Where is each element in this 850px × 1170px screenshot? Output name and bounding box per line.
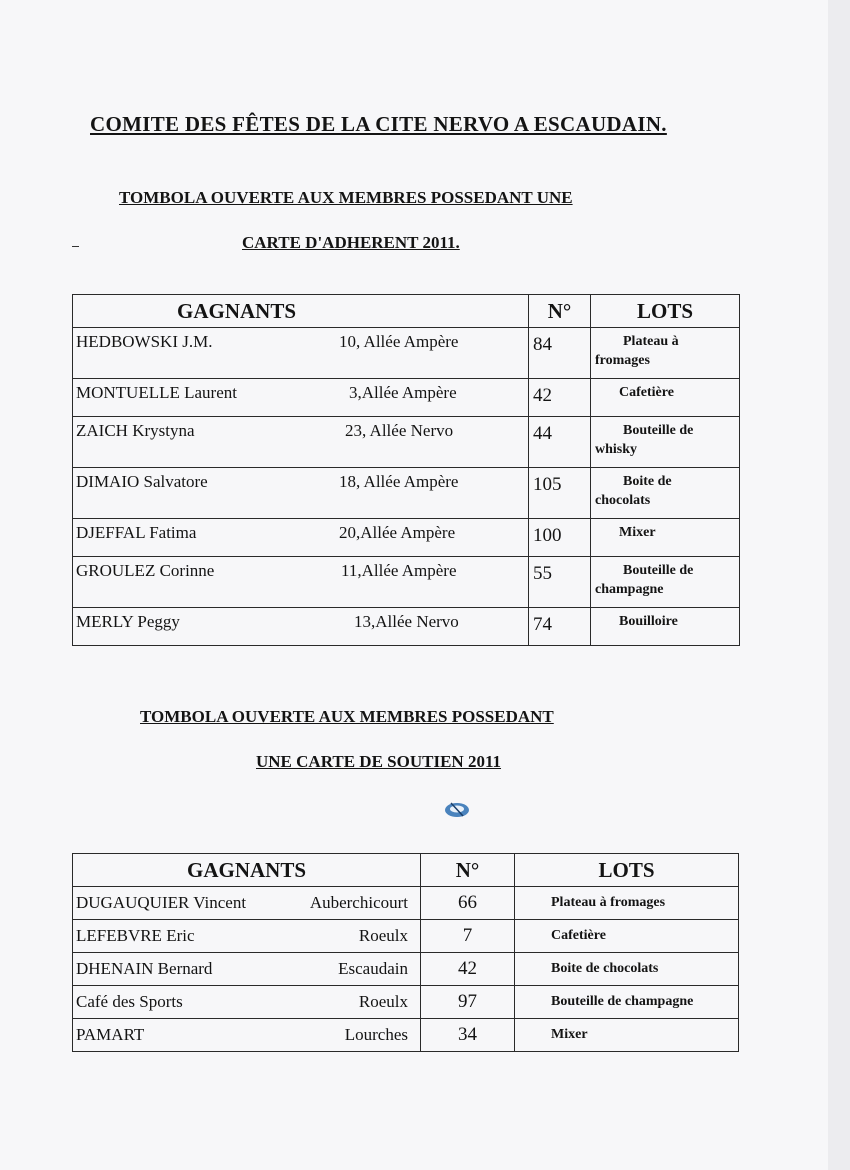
winner-name: ZAICH Krystyna [76, 421, 195, 440]
winner-name: MERLY Peggy [76, 612, 180, 631]
winner-name: DUGAUQUIER Vincent [76, 893, 247, 912]
winner-cell [73, 417, 529, 468]
table-row [73, 328, 740, 379]
ticket-number: 100 [529, 519, 591, 557]
winner-cell [73, 608, 529, 646]
winner-cell [73, 468, 529, 519]
winners-table-soutien [72, 853, 739, 1052]
prize-line1: Plateau à [623, 334, 679, 349]
winner-address: 13,Allée Nervo [354, 612, 459, 631]
table-row [73, 1019, 739, 1052]
winner-name: Café des Sports [76, 992, 183, 1011]
winner-name: LEFEBVRE Eric [76, 926, 195, 945]
winner-city: Roeulx [358, 992, 408, 1011]
winner-cell [73, 986, 421, 1019]
winner-address: 20,Allée Ampère [339, 523, 456, 542]
section2-heading-line1: TOMBOLA OUVERTE AUX MEMBRES POSSEDANT [140, 707, 554, 726]
table-row [73, 379, 740, 417]
winner-cell [73, 920, 421, 953]
winner-cell [73, 557, 529, 608]
prize-line1: Boite de [623, 474, 672, 489]
table-row [73, 417, 740, 468]
winner-name: MONTUELLE Laurent [76, 383, 237, 402]
winner-name: DIMAIO Salvatore [76, 472, 208, 491]
ticket-number: 34 [421, 1019, 515, 1052]
table-header-row [73, 295, 740, 328]
winner-name: HEDBOWSKI J.M. [76, 332, 213, 351]
table-row [73, 519, 740, 557]
ticket-number: 105 [529, 468, 591, 519]
ticket-number: 74 [529, 608, 591, 646]
winner-address: 23, Allée Nervo [345, 421, 454, 440]
ticket-number: 84 [529, 328, 591, 379]
header-prizes: LOTS [591, 295, 740, 328]
header-winners: GAGNANTS [73, 854, 421, 887]
ticket-number: 97 [421, 986, 515, 1019]
prize-cell: Boite de chocolats [515, 953, 739, 986]
table-row [73, 557, 740, 608]
prize-line1: Cafetière [619, 385, 674, 400]
table-row [73, 608, 740, 646]
table-row [73, 986, 739, 1019]
ticket-number: 7 [421, 920, 515, 953]
winner-city: Auberchicourt [309, 893, 408, 912]
winner-cell [73, 519, 529, 557]
prize-line1: Bouilloire [619, 614, 678, 629]
winner-address: 3,Allée Ampère [349, 383, 457, 402]
winner-name: DHENAIN Bernard [76, 959, 213, 978]
section2-heading-line2: UNE CARTE DE SOUTIEN 2011 [256, 752, 502, 771]
prize-line1: Bouteille de [623, 563, 694, 578]
table-row [73, 920, 739, 953]
winner-city: Roeulx [358, 926, 408, 945]
winner-city: Lourches [344, 1025, 408, 1044]
winner-address: 11,Allée Ampère [341, 561, 457, 580]
prize-cell: Bouteille de champagne [515, 986, 739, 1019]
ticket-number: 42 [529, 379, 591, 417]
ticket-number: 42 [421, 953, 515, 986]
prize-cell [591, 608, 740, 646]
prize-cell [591, 468, 740, 519]
prize-line2: champagne [595, 582, 664, 597]
winner-address: 18, Allée Ampère [339, 472, 459, 491]
winner-city: Escaudain [338, 959, 408, 978]
prize-cell: Plateau à fromages [515, 887, 739, 920]
document-title: COMITE DES FÊTES DE LA CITE NERVO A ESCAUDAIN. [90, 112, 667, 136]
winner-name: DJEFFAL Fatima [76, 523, 197, 542]
prize-cell [591, 379, 740, 417]
table-header-row [73, 854, 739, 887]
prize-cell [591, 519, 740, 557]
section1-heading-line2: CARTE D'ADHERENT 2011. [242, 233, 460, 252]
winner-cell [73, 887, 421, 920]
prize-line2: fromages [595, 353, 650, 368]
winner-cell [73, 328, 529, 379]
prize-line1: Bouteille de [623, 423, 694, 438]
table-row [73, 887, 739, 920]
stamp-icon [443, 798, 471, 820]
winner-address: 10, Allée Ampère [339, 332, 459, 351]
table-row [73, 953, 739, 986]
winners-table-adherent [72, 294, 740, 646]
prize-line2: chocolats [595, 493, 651, 508]
prize-cell [591, 417, 740, 468]
prize-line1: Mixer [619, 525, 656, 540]
winner-cell [73, 1019, 421, 1052]
winner-cell [73, 953, 421, 986]
header-winners: GAGNANTS [73, 295, 529, 328]
ticket-number: 44 [529, 417, 591, 468]
winner-cell [73, 379, 529, 417]
prize-cell [591, 557, 740, 608]
section1-heading-line1: TOMBOLA OUVERTE AUX MEMBRES POSSEDANT UNE [119, 188, 573, 207]
scan-edge [828, 0, 850, 1170]
stray-mark [72, 246, 79, 247]
table-row [73, 468, 740, 519]
winner-name: PAMART [76, 1025, 145, 1044]
header-prizes: LOTS [515, 854, 739, 887]
prize-cell [591, 328, 740, 379]
prize-cell: Cafetière [515, 920, 739, 953]
header-number: N° [421, 854, 515, 887]
header-number: N° [529, 295, 591, 328]
ticket-number: 55 [529, 557, 591, 608]
prize-line2: whisky [595, 442, 638, 457]
prize-cell: Mixer [515, 1019, 739, 1052]
winner-name: GROULEZ Corinne [76, 561, 215, 580]
ticket-number: 66 [421, 887, 515, 920]
